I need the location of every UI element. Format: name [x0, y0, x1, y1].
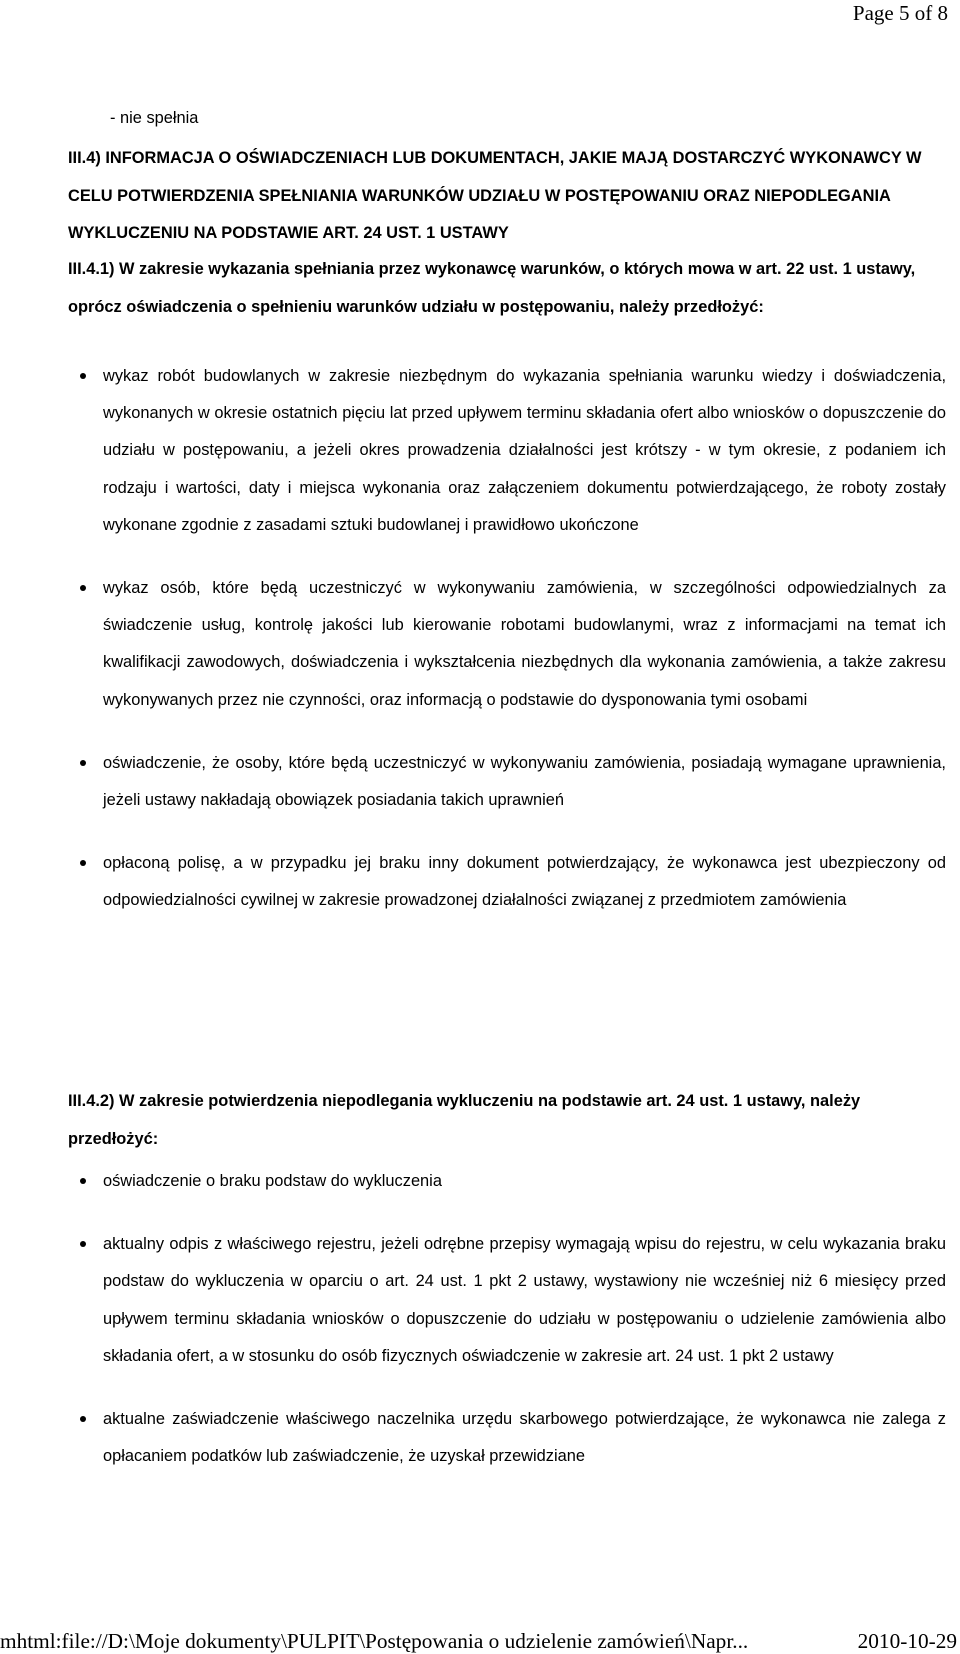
- subsection-2-list: [68, 1163, 946, 1501]
- subsection-1-heading: III.4.1) W zakresie wykazania spełniania przez wykonawcę warunków, o których mowa w art. 22 ust. 1 ustawy, oprócz oświadczenia o spełnieniu warunków udziału w postępowaniu, należy przedłożyć:: [68, 260, 916, 316]
- list-item: [68, 1163, 946, 1200]
- list-item: [68, 570, 946, 719]
- list-item-text: opłaconą polisę, a w przypadku jej braku inny dokument potwierdzający, że wykonawca jest ubezpieczony od odpowiedzialności cywilnej w zakresie prowadzonej działalności związanej z przedmiotem zamówienia: [103, 854, 946, 910]
- bullet-icon: [80, 1178, 86, 1184]
- list-item-text: wykaz osób, które będą uczestniczyć w wykonywaniu zamówienia, w szczególności odpowiedzialnych za świadczenie usług, kontrolę jakości lub kierowanie robotami budowlanymi, wraz z informacjami na temat ich kwalifikacji zawodowych, doświadczenia i wykształcenia niezbędnych dla wykonania zamówienia, a także zakresu wykonywanych przez nie czynności, oraz informacją o podstawie do dysponowania tymi osobami: [103, 579, 946, 709]
- intro-line: - nie spełnia: [110, 109, 199, 127]
- print-footer: [0, 1630, 960, 1654]
- footer-file-path: mhtml:file://D:\Moje dokumenty\PULPIT\Postępowania o udzielenie zamówień\Napr...: [0, 1630, 749, 1653]
- list-item: [68, 1401, 946, 1475]
- footer-date: 2010-10-29: [857, 1630, 957, 1653]
- subsection-1-list: [68, 358, 946, 946]
- list-item: [68, 1226, 946, 1375]
- list-item: [68, 845, 946, 919]
- list-item-text: aktualny odpis z właściwego rejestru, jeżeli odrębne przepisy wymagają wpisu do rejestru, w celu wykazania braku podstaw do wykluczenia w oparciu o art. 24 ust. 1 pkt 2 ustawy, wystawiony nie wcześniej niż 6 miesięcy przed upływem terminu składania wniosków o dopuszczenie do udziału w postępowaniu o udzielenie zamówienia albo składania ofert, a w stosunku do osób fizycznych oświadczenie w zakresie art. 24 ust. 1 pkt 2 ustawy: [103, 1235, 946, 1365]
- list-item-text: wykaz robót budowlanych w zakresie niezbędnym do wykazania spełniania warunku wiedzy i doświadczenia, wykonanych w okresie ostatnich pięciu lat przed upływem terminu składania ofert albo wniosków o dopuszczenie do udziału w postępowaniu, a jeżeli okres prowadzenia działalności jest krótszy - w tym okresie, z podaniem ich rodzaju i wartości, daty i miejsca wykonania oraz załączeniem dokumentu potwierdzającego, że roboty zostały wykonane zgodnie z zasadami sztuki budowlanej i prawidłowo ukończone: [103, 367, 946, 534]
- list-item-text: aktualne zaświadczenie właściwego naczelnika urzędu skarbowego potwierdzające, że wykonawca nie zalega z opłacaniem podatków lub zaświadczenie, że uzyskał przewidziane: [103, 1410, 946, 1466]
- list-item-text: oświadczenie, że osoby, które będą uczestniczyć w wykonywaniu zamówienia, posiadają wymagane uprawnienia, jeżeli ustawy nakładają obowiązek posiadania takich uprawnień: [103, 753, 946, 810]
- page-number: Page 5 of 8: [852, 1, 948, 25]
- section-heading: III.4) INFORMACJA O OŚWIADCZENIACH LUB DOKUMENTACH, JAKIE MAJĄ DOSTARCZYĆ WYKONAWCY W CELU POTWIERDZENIA SPEŁNIANIA WARUNKÓW UDZIAŁU W POSTĘPOWANIU ORAZ NIEPODLEGANIA WYKLUCZENIU NA PODSTAWIE ART. 24 UST. 1 USTAWY: [68, 149, 922, 242]
- bullet-icon: [80, 585, 86, 591]
- list-item-text: oświadczenie o braku podstaw do wykluczenia: [103, 1172, 442, 1190]
- list-item: [68, 745, 946, 819]
- bullet-icon: [80, 1416, 86, 1422]
- bullet-icon: [80, 760, 86, 766]
- bullet-icon: [80, 373, 86, 379]
- bullet-icon: [80, 1241, 86, 1247]
- subsection-2-heading: III.4.2) W zakresie potwierdzenia niepodlegania wykluczeniu na podstawie art. 24 ust. 1 ustawy, należy przedłożyć:: [68, 1092, 861, 1148]
- list-item: [68, 358, 946, 544]
- bullet-icon: [80, 860, 86, 866]
